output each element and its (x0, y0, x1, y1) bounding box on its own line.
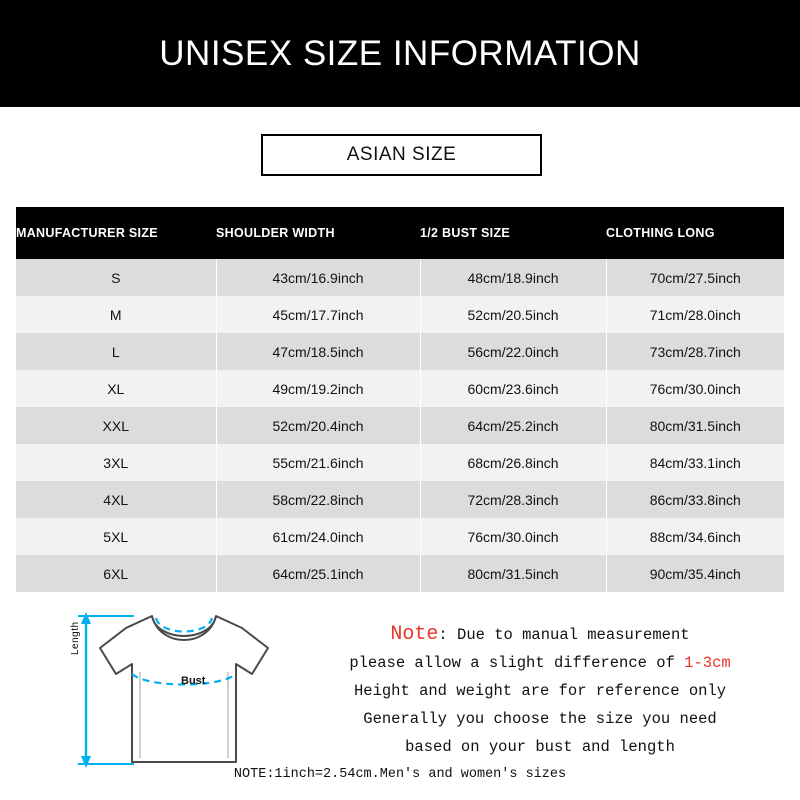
cell-length: 80cm/31.5inch (606, 407, 784, 444)
cell-length: 76cm/30.0inch (606, 370, 784, 407)
cell-bust: 56cm/22.0inch (420, 333, 606, 370)
cell-size: M (16, 296, 216, 333)
cell-length: 73cm/28.7inch (606, 333, 784, 370)
bottom-section (0, 597, 800, 800)
cell-size: 3XL (16, 444, 216, 481)
note-line-2-text: please allow a slight difference of (349, 654, 685, 672)
note-line-2 (305, 649, 775, 677)
cell-shoulder: 43cm/16.9inch (216, 259, 420, 296)
cell-bust: 64cm/25.2inch (420, 407, 606, 444)
table-body (16, 259, 784, 592)
cell-length: 84cm/33.1inch (606, 444, 784, 481)
table-header-row (16, 207, 784, 259)
cell-bust: 52cm/20.5inch (420, 296, 606, 333)
cell-length: 88cm/34.6inch (606, 518, 784, 555)
footer-note: NOTE:1inch=2.54cm.Men's and women's sizes (233, 767, 567, 782)
page-title: UNISEX SIZE INFORMATION (159, 33, 641, 73)
column-header-clothing-long: CLOTHING LONG (606, 207, 784, 259)
cell-size: XL (16, 370, 216, 407)
region-size-label: ASIAN SIZE (346, 144, 457, 165)
cell-size: L (16, 333, 216, 370)
table-row (16, 481, 784, 518)
table-row (16, 370, 784, 407)
table-row (16, 333, 784, 370)
cell-shoulder: 47cm/18.5inch (216, 333, 420, 370)
tshirt-diagram (64, 602, 304, 772)
cell-shoulder: 61cm/24.0inch (216, 518, 420, 555)
table-header (16, 207, 784, 259)
cell-shoulder: 45cm/17.7inch (216, 296, 420, 333)
column-header-half-bust-size: 1/2 BUST SIZE (420, 207, 606, 259)
cell-shoulder: 55cm/21.6inch (216, 444, 420, 481)
cell-size: 5XL (16, 518, 216, 555)
cell-length: 70cm/27.5inch (606, 259, 784, 296)
cell-length: 90cm/35.4inch (606, 555, 784, 592)
length-dimension-label: Length (70, 621, 81, 655)
table-row (16, 444, 784, 481)
size-table (16, 207, 784, 592)
column-header-shoulder-width: SHOULDER WIDTH (216, 207, 420, 259)
cell-length: 71cm/28.0inch (606, 296, 784, 333)
cell-bust: 68cm/26.8inch (420, 444, 606, 481)
bust-dimension-label: Bust (181, 675, 206, 687)
tshirt-icon (64, 602, 304, 777)
header-band (0, 0, 800, 107)
note-title: Note (390, 623, 439, 646)
cell-shoulder: 64cm/25.1inch (216, 555, 420, 592)
cell-bust: 48cm/18.9inch (420, 259, 606, 296)
note-tolerance-value: 1-3cm (684, 654, 731, 672)
table-row (16, 518, 784, 555)
cell-shoulder: 58cm/22.8inch (216, 481, 420, 518)
cell-bust: 72cm/28.3inch (420, 481, 606, 518)
cell-bust: 76cm/30.0inch (420, 518, 606, 555)
cell-shoulder: 49cm/19.2inch (216, 370, 420, 407)
table-row (16, 259, 784, 296)
table-row (16, 555, 784, 592)
cell-size: 4XL (16, 481, 216, 518)
table-row (16, 407, 784, 444)
note-line-3: Height and weight are for reference only (353, 682, 727, 700)
note-line-1 (305, 621, 775, 649)
note-block (305, 621, 775, 761)
cell-size: 6XL (16, 555, 216, 592)
cell-bust: 60cm/23.6inch (420, 370, 606, 407)
cell-shoulder: 52cm/20.4inch (216, 407, 420, 444)
column-header-manufacturer-size: MANUFACTURER SIZE (16, 207, 216, 259)
cell-size: XXL (16, 407, 216, 444)
region-size-box (261, 134, 542, 176)
cell-length: 86cm/33.8inch (606, 481, 784, 518)
note-line-5: based on your bust and length (405, 738, 675, 756)
note-line-4: Generally you choose the size you need (363, 710, 717, 728)
table-row (16, 296, 784, 333)
cell-size: S (16, 259, 216, 296)
note-line-1-text: : Due to manual measurement (438, 626, 690, 644)
cell-bust: 80cm/31.5inch (420, 555, 606, 592)
